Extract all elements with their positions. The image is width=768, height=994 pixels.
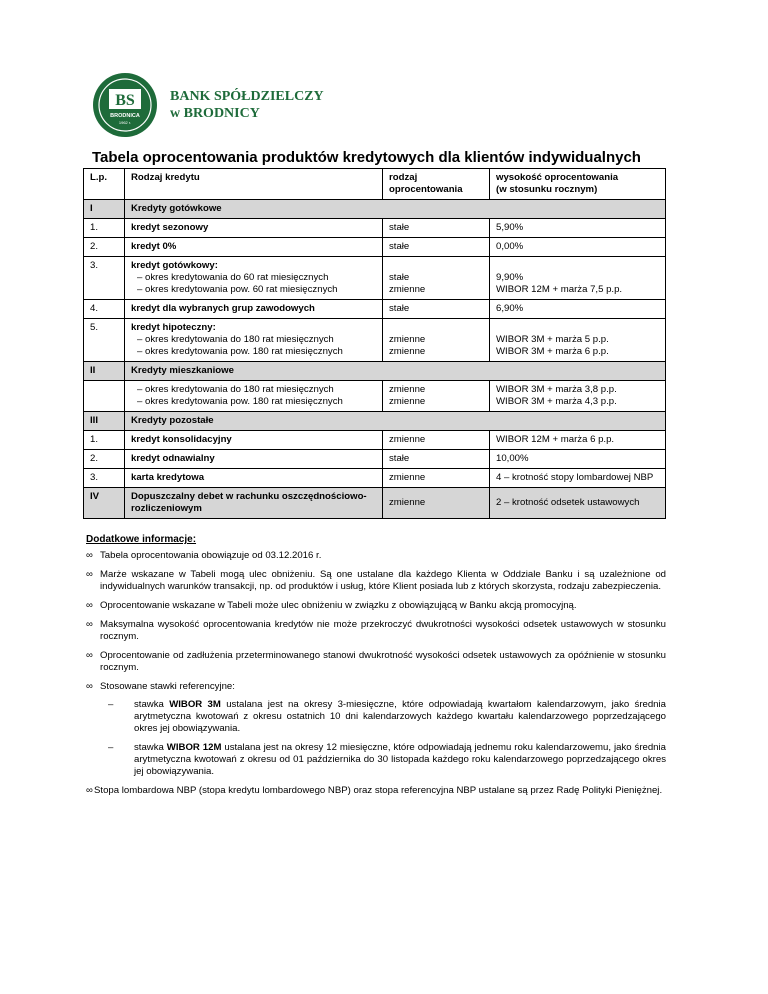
additional-info <box>86 534 666 804</box>
row-name: karta kredytowa <box>125 469 383 488</box>
row-type: stałe <box>383 300 490 319</box>
ref-text: ustalana jest na okresy 12 miesięczne, które odpowiadają jednemu roku kalendarzowemu, jako średnia arytmetyczna kwotowań z okresu od 01 października do 30 listopada każdego roku kalendarzowego poprzedzającego okres jej obowiązywania. <box>134 742 666 777</box>
row-type: stałe <box>389 272 410 283</box>
infinity-bullet-icon: ∞ <box>86 550 93 561</box>
list-item-text: Marże wskazane w Tabeli mogą ulec obniżeniu. Są one ustalane dla każdego Klienta w Oddziale Banku i są uzależnione od indywidualnych warunków transakcji, np. od produktów i usług, które Klient posiada lub z których skorzysta, rodzaju zabezpieczenia. <box>100 569 666 592</box>
row-rate: 5,90% <box>490 219 666 238</box>
list-item-text: Oprocentowanie od zadłużenia przeterminowanego stanowi dwukrotność wysokości odsetek ustawowych za opóźnienie w stosunku rocznym. <box>100 650 666 673</box>
ref-text: stawka <box>134 742 167 753</box>
list-item-text: Tabela oprocentowania obowiązuje od 03.12.2016 r. <box>100 550 322 561</box>
ref-rate-name: WIBOR 3M <box>169 699 221 710</box>
row-type: stałe <box>383 450 490 469</box>
row-name: kredyt gotówkowy: <box>131 260 218 271</box>
row-type: zmienne <box>389 396 426 407</box>
table-row <box>84 257 666 300</box>
row-number: 3. <box>84 257 125 300</box>
row-rate: WIBOR 3M + marża 5 p.p. <box>496 334 609 345</box>
row-rate-cell <box>490 257 666 300</box>
table-row <box>84 300 666 319</box>
infinity-bullet-icon: ∞ <box>86 650 93 661</box>
list-item <box>86 600 666 612</box>
row-rate: WIBOR 12M + marża 7,5 p.p. <box>496 284 623 295</box>
row-rate: WIBOR 12M + marża 6 p.p. <box>490 431 666 450</box>
seal-caption: BRODNICA <box>110 113 140 119</box>
row-type-cell <box>383 381 490 412</box>
row-type: zmienne <box>389 334 426 345</box>
row-number: IV <box>84 488 125 519</box>
row-type-cell <box>383 257 490 300</box>
row-rate: 2 – krotność odsetek ustawowych <box>490 488 666 519</box>
row-rate: 6,90% <box>490 300 666 319</box>
bank-name <box>170 88 324 122</box>
reference-rate-wibor-12m <box>100 742 666 778</box>
dash-bullet-icon: – <box>108 742 114 753</box>
row-name: kredyt dla wybranych grup zawodowych <box>125 300 383 319</box>
ref-rate-name: WIBOR 12M <box>166 742 222 753</box>
row-rate: 9,90% <box>496 272 524 283</box>
additional-info-list <box>86 550 666 797</box>
section-number: II <box>84 362 125 381</box>
table-row <box>84 381 666 412</box>
section-label: Kredyty mieszkaniowe <box>125 362 666 381</box>
row-type: stałe <box>383 219 490 238</box>
list-item-text: Stopa lombardowa NBP (stopa kredytu lombardowego NBP) oraz stopa referencyjna NBP ustalane są przez Radę Polityki Pieniężnej. <box>94 785 663 796</box>
list-item <box>86 550 666 562</box>
reference-rate-wibor-3m <box>100 699 666 735</box>
header-type: rodzaj oprocentowania <box>383 169 490 200</box>
row-name: Dopuszczalny debet w rachunku oszczędnościowo-rozliczeniowym <box>125 488 383 519</box>
section-label: Kredyty pozostałe <box>125 412 666 431</box>
row-rate: WIBOR 3M + marża 6 p.p. <box>496 346 609 357</box>
ref-text: stawka <box>134 699 170 710</box>
row-type: stałe <box>383 238 490 257</box>
row-type: zmienne <box>389 284 426 295</box>
infinity-bullet-icon: ∞ <box>86 600 93 611</box>
row-name: kredyt odnawialny <box>125 450 383 469</box>
table-header-row <box>84 169 666 200</box>
table-row <box>84 219 666 238</box>
table-row <box>84 450 666 469</box>
infinity-bullet-icon: ∞ <box>86 619 93 630</box>
row-rate: WIBOR 3M + marża 4,3 p.p. <box>496 396 617 407</box>
row-type-cell <box>383 319 490 362</box>
header-lp: L.p. <box>84 169 125 200</box>
row-rate: WIBOR 3M + marża 3,8 p.p. <box>496 384 617 395</box>
row-type: zmienne <box>383 431 490 450</box>
row-type: zmienne <box>383 488 490 519</box>
row-name: kredyt sezonowy <box>125 219 383 238</box>
row-number: 3. <box>84 469 125 488</box>
row-rate: 4 – krotność stopy lombardowej NBP <box>490 469 666 488</box>
ref-text: ustalana jest na okresy 3-miesięczne, które odpowiadają kwartałom kalendarzowym, jako średnia arytmetyczna kwotowań z okresu ostatnich 10 dni kalendarzowych każdego kwartału kalendarzowego poprzedzającego okres jej obowiązywania. <box>134 699 666 734</box>
row-sub-option: – okres kredytowania pow. 180 rat miesięcznych <box>137 396 343 407</box>
row-number: 2. <box>84 450 125 469</box>
table-row <box>84 431 666 450</box>
infinity-bullet-icon: ∞ <box>86 569 93 580</box>
reference-rates-list <box>100 699 666 778</box>
row-rate: 0,00% <box>490 238 666 257</box>
infinity-bullet-icon: ∞ <box>86 785 93 796</box>
table-row <box>84 319 666 362</box>
dash-bullet-icon: – <box>108 699 114 710</box>
bank-name-line1: BANK SPÓŁDZIELCZY <box>170 89 324 104</box>
seal-initials: BS <box>115 92 135 109</box>
seal-year: 1962 r. <box>118 120 132 125</box>
row-type: zmienne <box>383 469 490 488</box>
row-number: 4. <box>84 300 125 319</box>
section-label: Kredyty gotówkowe <box>125 200 666 219</box>
row-type: zmienne <box>389 384 426 395</box>
list-item <box>86 681 666 778</box>
list-item <box>86 785 666 797</box>
interest-rate-table <box>83 168 666 519</box>
page-title: Tabela oprocentowania produktów kredytowych dla klientów indywidualnych <box>92 149 641 166</box>
row-rate-cell <box>490 319 666 362</box>
row-name-cell <box>125 319 383 362</box>
row-sub-option: – okres kredytowania pow. 60 rat miesięcznych <box>137 284 338 295</box>
list-item-text: Oprocentowanie wskazane w Tabeli może ulec obniżeniu w związku z obowiązującą w Banku akcją promocyjną. <box>100 600 577 611</box>
header-rate <box>490 169 666 200</box>
bank-seal-icon <box>92 72 158 138</box>
section-row <box>84 362 666 381</box>
header-rate-line1: wysokość oprocentowania <box>496 172 619 183</box>
row-name: kredyt hipoteczny: <box>131 322 216 333</box>
section-number: III <box>84 412 125 431</box>
row-number: 1. <box>84 431 125 450</box>
row-number: 2. <box>84 238 125 257</box>
header-kind: Rodzaj kredytu <box>125 169 383 200</box>
list-item <box>86 619 666 643</box>
list-item-text: Maksymalna wysokość oprocentowania kredytów nie może przekroczyć dwukrotności wysokości odsetek ustawowych w stosunku rocznym. <box>100 619 666 642</box>
section-row <box>84 412 666 431</box>
row-sub-option: – okres kredytowania do 60 rat miesięcznych <box>137 272 329 283</box>
list-item <box>86 569 666 593</box>
table-row <box>84 469 666 488</box>
additional-info-heading: Dodatkowe informacje: <box>86 534 197 545</box>
row-rate-cell <box>490 381 666 412</box>
row-sub-option: – okres kredytowania do 180 rat miesięcznych <box>137 384 334 395</box>
row-rate: 10,00% <box>490 450 666 469</box>
header-rate-line2: (w stosunku rocznym) <box>496 184 598 195</box>
list-item <box>86 650 666 674</box>
bank-logo <box>92 72 324 138</box>
infinity-bullet-icon: ∞ <box>86 681 93 692</box>
row-number: 1. <box>84 219 125 238</box>
row-name-cell <box>125 257 383 300</box>
section-row <box>84 200 666 219</box>
row-sub-option: – okres kredytowania pow. 180 rat miesięcznych <box>137 346 343 357</box>
row-name-cell <box>125 381 383 412</box>
row-name: kredyt konsolidacyjny <box>125 431 383 450</box>
row-name: kredyt 0% <box>125 238 383 257</box>
section-number: I <box>84 200 125 219</box>
bank-name-line2: w BRODNICY <box>170 106 260 121</box>
row-sub-option: – okres kredytowania do 180 rat miesięcznych <box>137 334 334 345</box>
list-item-text: Stosowane stawki referencyjne: <box>100 681 235 692</box>
table-row <box>84 238 666 257</box>
row-type: zmienne <box>389 346 426 357</box>
table-row-debit <box>84 488 666 519</box>
row-number: 5. <box>84 319 125 362</box>
